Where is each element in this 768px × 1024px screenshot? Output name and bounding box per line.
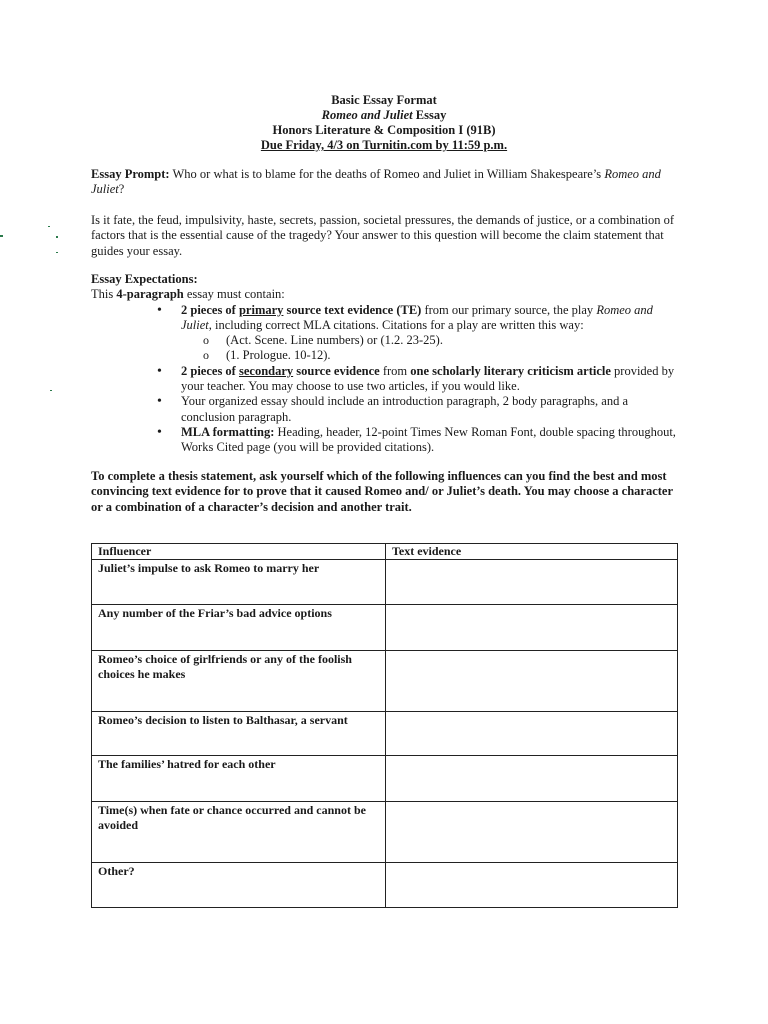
header-course: Honors Literature & Composition I (91B)	[272, 123, 496, 137]
item2-secondary: secondary	[238, 363, 294, 378]
prompt-label: Essay Prompt:	[91, 167, 170, 181]
citation-example: o (1. Prologue. 10-12).	[181, 348, 681, 363]
list-item-primary-evidence	[91, 303, 681, 364]
text-evidence-cell[interactable]	[386, 605, 678, 651]
list-item-mla-formatting	[91, 425, 681, 456]
item2-bold-b: source evidence	[293, 363, 380, 378]
text-evidence-cell[interactable]	[386, 863, 678, 908]
prompt-end: ?	[118, 182, 125, 197]
influencer-cell: Any number of the Friar’s bad advice options	[92, 605, 386, 651]
item1-text-a: from our primary source, the play	[421, 302, 597, 317]
thesis-instruction: To complete a thesis statement, ask yourself which of the following influences can you find the best and most convincing text evidence for to prove that it caused Romeo and/ or Juliet’s death. You may choose a character or a combination of a character’s decision and another trait.	[91, 469, 673, 514]
column-header-text-evidence: Text evidence	[386, 544, 678, 560]
intro-paragraph-count: 4-paragraph	[116, 287, 184, 302]
item2-text-b: provided by your teacher. You may choose to use two articles, if you would like.	[181, 363, 675, 394]
header-title: Basic Essay Format	[331, 93, 437, 107]
item2-text-a: from	[379, 363, 411, 378]
header-essay-title	[0, 108, 768, 123]
list-item-organization: • Your organized essay should include an introduction paragraph, 2 body paragraphs, and a conclusion paragraph.	[91, 394, 681, 425]
text-evidence-cell[interactable]	[386, 756, 678, 802]
intro-pre: This	[91, 287, 117, 302]
influencer-cell: Romeo’s choice of girlfriends or any of the foolish choices he makes	[92, 651, 386, 712]
mla-text: Heading, header, 12-point Times New Roman Font, double spacing throughout, Works Cited page (you will be provided citations).	[181, 424, 676, 455]
influencer-cell: Other?	[92, 863, 386, 908]
prompt-text: Who or what is to blame for the deaths of Romeo and Juliet in William Shakespeare’s	[169, 167, 605, 181]
header-essay-word: Essay	[412, 108, 447, 122]
document-header	[0, 93, 768, 153]
fate-paragraph: Is it fate, the feud, impulsivity, haste, secrets, passion, societal pressures, the demands of justice, or a combination of factors that is the essential cause of the tragedy? Your answer to this question will become the claim statement that guides your essay.	[91, 213, 675, 258]
mla-label: MLA formatting:	[181, 424, 275, 439]
table-row	[92, 560, 678, 605]
item2-article: one scholarly literary criticism article	[410, 363, 611, 378]
item1-text-b: , including correct MLA citations. Citations for a play are written this way:	[208, 317, 584, 332]
influencer-cell: The families’ hatred for each other	[92, 756, 386, 802]
prompt-play-title: Romeo and Juliet	[91, 167, 661, 197]
influencer-cell: Time(s) when fate or chance occurred and cannot be avoided	[92, 802, 386, 863]
essay-expectations	[91, 272, 681, 456]
column-header-influencer: Influencer	[92, 544, 386, 560]
header-due-date: Due Friday, 4/3 on Turnitin.com by 11:59 p.m.	[260, 138, 508, 152]
item1-play-title: Romeo and Juliet	[181, 302, 653, 332]
list-item-secondary-evidence	[91, 364, 681, 395]
text-evidence-cell[interactable]	[386, 712, 678, 756]
table-row	[92, 605, 678, 651]
influencer-cell: Juliet’s impulse to ask Romeo to marry her	[92, 560, 386, 605]
table-row	[92, 802, 678, 863]
citation-example: o (Act. Scene. Line numbers) or (1.2. 23-25).	[181, 333, 681, 348]
text-evidence-cell[interactable]	[386, 651, 678, 712]
influencer-table	[91, 543, 678, 908]
influencer-cell: Romeo’s decision to listen to Balthasar, a servant	[92, 712, 386, 756]
expectations-heading: Essay Expectations:	[91, 272, 198, 286]
table-row	[92, 651, 678, 712]
play-title: Romeo and Juliet	[321, 108, 413, 122]
text-evidence-cell[interactable]	[386, 802, 678, 863]
item1-bold-a: 2 pieces of	[181, 302, 239, 317]
table-row	[92, 756, 678, 802]
expectations-list	[91, 303, 681, 456]
item2-bold-a: 2 pieces of	[181, 363, 239, 378]
intro-post: essay must contain:	[183, 287, 285, 302]
table-row	[92, 712, 678, 756]
citation-examples	[181, 333, 681, 364]
essay-prompt	[91, 167, 681, 198]
text-evidence-cell[interactable]	[386, 560, 678, 605]
table-row	[92, 863, 678, 908]
expectations-intro	[91, 287, 681, 302]
item1-bold-b: source text evidence (TE)	[283, 302, 422, 317]
item1-primary: primary	[238, 302, 284, 317]
table-header-row	[92, 544, 678, 560]
